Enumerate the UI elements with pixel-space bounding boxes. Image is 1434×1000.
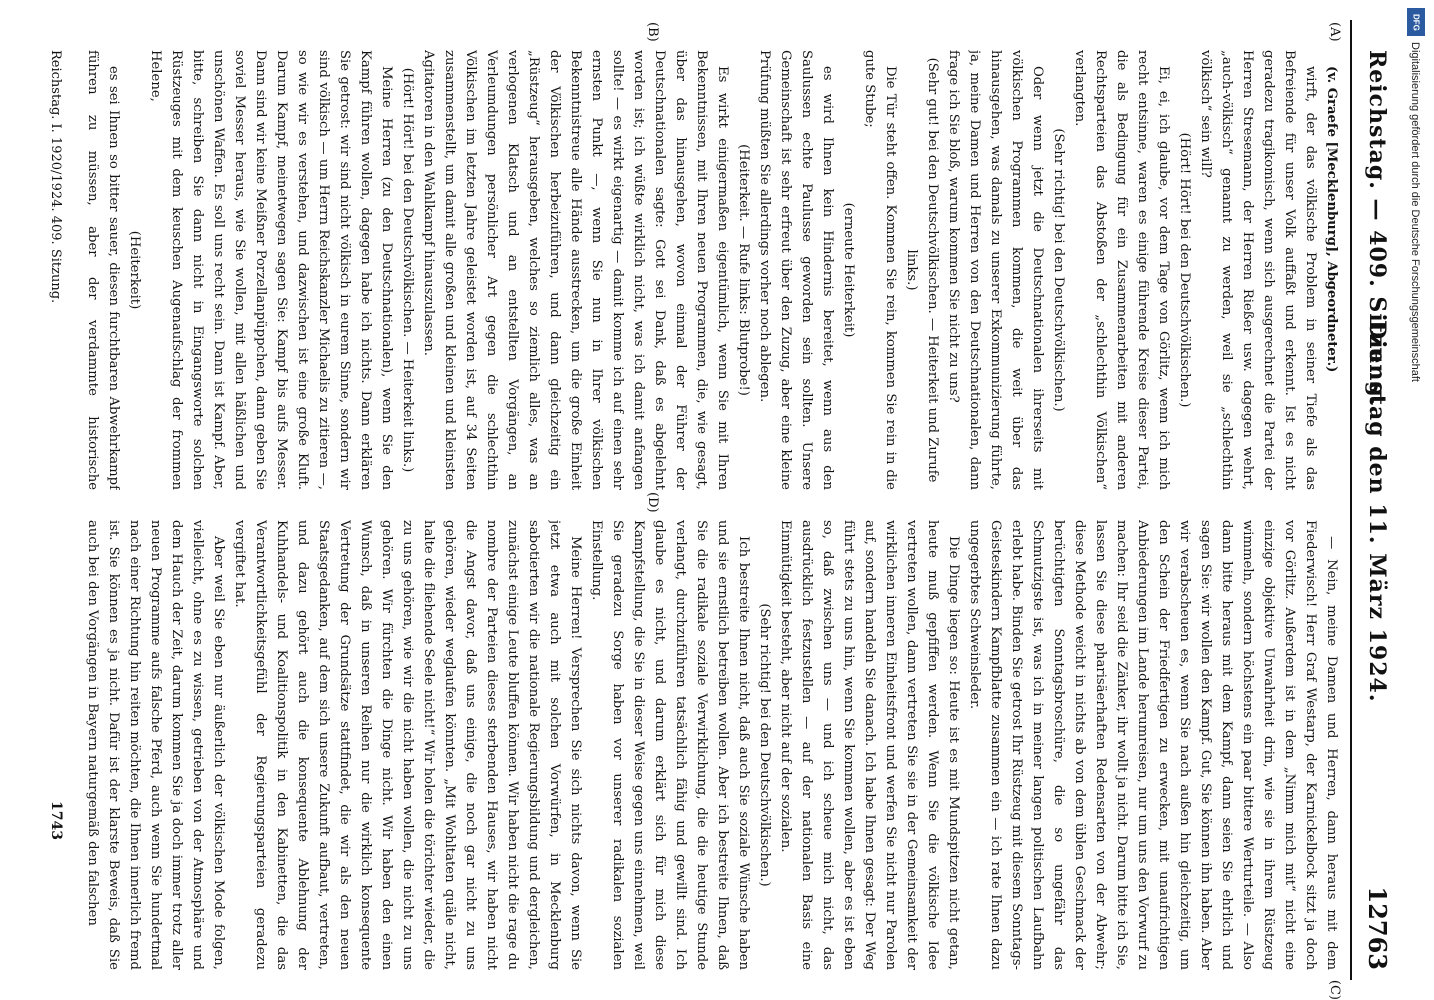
margin-marker-b: (B) <box>645 22 660 42</box>
dfg-credit: Digitalisierung gefördert durch die Deutsche Forschungsgemeinschaft <box>1409 42 1421 382</box>
margin-marker-a: (A) <box>1327 22 1342 42</box>
margin-marker-c: (C) <box>1327 979 1342 1000</box>
interjection: (Hört! Hört! bei den Deutschvölkischen.) <box>1177 132 1192 408</box>
paragraph: es sei Ihnen so bitter sauer, diesen furchtbaren Abwehrkampf führen zu müssen, aber der verdammte historische <box>85 50 121 490</box>
paragraph: Es wirkt einigermaßen eigentümlich, wenn Sie mit Ihren Bekenntnissen, mit Ihren neuen Programmen, die, wie gesagt, über das hinausgehen, wovon einmal der Führer der Deutschnationalen sagte: Gott sei Dank, daß es abgelehnt worden ist; ich wüßte wirklich nicht, was ich damit anfangen sollte! — es wirkt eigenartig — damit komme ich auf einen sehr ernsten Punkt —, wenn Sie nun in Ihrer völkischen Bekenntnistreue alle Hände ausstrecken, um die große Einheit der Völkischen herbeizuführen, und dann gleichzeitig ein „Rüstzeug“ herausgeben, welches so ziemlich alles, was an verlogenen Klatsch und an entstellten Vorgängen, an Verleumdungen persönlicher Art gegen die schlechthin Völkischen im letzten Jahre geleistet worden ist, auf 34 Seiten zusammenstellt, um damit alle großen und kleinen und kleinsten Agitatoren in den Wahlkampf hinauszulassen. <box>421 50 730 490</box>
margin-marker-d: (D) <box>645 492 660 513</box>
paragraph: Meine Herren (zu den Deutschnationalen), wenn Sie den Kampf führen wollen, dagegen habe ich nichts. Dann erklären Sie getrost: wir sind nicht völkisch in eurem Sinne, sondern wir sind völkisch — um Herrn Reichskanzler Michaelis zu zitieren —, so wie wir es verstehen, und dazwischen ist eine große Kluft. Darum Kampf, meinetwegen sagen Sie: Kampf bis aufs Messer. Dann sind wir keine Meißner Porzellanpüppchen, dann geben Sie soviel Messer heraus, wie Sie wollen, mit allen häßlichen und unschönen Waffen. Es soll uns recht sein. Dann ist Kampf. Aber, bitte, schreiben Sie dann nicht in Eingangsworte solchen Rüstzeuges mit dem keuschen Augenaufschlag der frommen Helene, <box>148 50 394 490</box>
dfg-logo: DFG <box>1407 8 1425 36</box>
interjection: (Sehr richtig! bei den Deutschvölkischen.) <box>1051 128 1066 412</box>
speaker-line: (v. Graefe [Mecklenburg], Abgeordneter.) <box>1324 66 1339 373</box>
header-date: Dienstag den 11. März 1924. <box>1364 320 1390 703</box>
footer-citation: Reichstag. I. 1920/1924. 409. Sitzung. <box>48 50 63 304</box>
paragraph: es wird Ihnen kein Hindernis bereitet, wenn aus den Saulussen echte Paulusse geworden sein sollten. Unsere Gemeinschaft ist sehr erfreut über den Zuzug, aber eine kleine Prüfung müßten Sie allerdings vorher noch ablegen. <box>757 50 835 490</box>
paragraph: Oder wenn jetzt die Deutschnationalen ihrerseits mit völkischen Programmen kommen, die weit über das hinausgehen, was damals zu unserer Exkommunizierung führte, ja, meine Damen und Herren von den Deutschnationalen, dann frage ich Sie bloß, warum kommen Sie nicht zu uns? <box>946 50 1045 490</box>
dfg-sidebar <box>1405 8 1429 992</box>
interjection: (erneute Heiterkeit) <box>841 202 856 338</box>
header-session: Reichstag. — 409. Sitzung. <box>1364 50 1390 407</box>
header-rule <box>1350 20 1352 980</box>
footer-page-ref: 1743 <box>48 801 64 840</box>
paragraph: — Nein, meine Damen und Herren, dann heraus mit dem Fiederwisch! Herr Graf Westarp, der Karnickelbock sitzt ja doch vor Görlitz. Außerdem ist in dem „Nimm mich mit“ nicht eine einzige objektive Unwahrheit drin, wie sie in ihrem Rüstzeug wimmeln, sondern höchstens ein paar bittere Werturteile. — Also dann bitte heraus mit dem Kampf, dann seien Sie ehrlich und sagen Sie: wir wollen den Kampf. Gut, Sie können ihn haben. Aber wir verabscheuen es, wenn Sie nach außen hin gleichzeitig, um den Schein der Friedfertigen zu erwecken, mit unaufrichtigen Anbiederungen im Lande herumreisen, nur um uns den Vorwurf zu machen: Ihr seid die Zänker, ihr wollt ja nicht. Darum bitte ich Sie, lassen Sie diese pharisäerhaften Redensarten von der Abwehr; diese Methode weicht in nichts ab von dem üblen Geschmack der berüchtigten Sonntagsbroschüre, die so ungefähr das Schmutzigste ist, was ich in meiner langen politischen Laufbahn erlebt habe. Binden Sie getrost Ihr Rüstzeug mit diesem Sonntags-Geisteskindern Kampfblatte zusammen ein — ich rate Ihnen dazu ungegerbtes Schweinsleder. <box>967 520 1339 970</box>
paragraph: Aber weil Sie eben nur äußerlich der völkischen Mode folgen, vielleicht, ohne es zu wissen, getrieben von der Atmosphäre und dem Hauch der Zeit, darum kommen Sie ja doch immer trotz aller neuen Programme aufs falsche Pferd, auch wenn Sie hundertmal nach einer Richtung hin reiten möchten, die Ihnen innerlich fremd ist. Sie können es ja nicht. Dafür ist der klarste Beweis, daß Sie auch bei den Vorgängen in Bayern naturgemäß den falschen <box>85 520 226 970</box>
interjection: (Hört! Hört! bei den Deutschvölkischen. — Heiterkeit links.) <box>400 67 415 473</box>
document-page <box>40 20 1400 1000</box>
interjection: (Heiterkeit) <box>127 230 142 310</box>
page-header <box>1350 20 1400 980</box>
page-number: 12763 <box>1363 886 1392 970</box>
interjection: (Sehr richtig! bei den Deutschvölkischen.) <box>757 603 772 887</box>
paragraph: Ich bestreite Ihnen nicht, daß auch Sie soziale Wünsche haben und sie ernstlich betreiben wollen. Aber ich bestreite Ihnen, daß Sie die radikale soziale Verwirklichung, die die heutige Stunde verlangt, durchzuführen tatsächlich fähig und gewillt sind. Ich glaube es nicht, und darum erklärt sich für mich diese Kampfstellung, die Sie in dieser Weise gegen uns einnehmen, weil Sie geradezu Sorge haben vor unserer radikalen sozialen Einstellung. <box>589 520 751 970</box>
paragraph: Ei, ei, ich glaube, vor dem Tage von Görlitz, wenn ich mich recht entsinne, waren es einige führende Kreise dieser Partei, die als Bedingung für ein Zusammenarbeiten mit anderen Rechtsparteien das Abstoßen der „schlechthin Völkischen“ verlangten. <box>1072 50 1171 490</box>
paragraph: Die Tür steht offen. Kommen Sie rein, kommen Sie rein in die gute Stube; <box>862 50 898 490</box>
text-column-left <box>80 50 1342 490</box>
interjection: (Heiterkeit. — Rufe links: Blutprobe!) <box>736 144 751 396</box>
text-column-right <box>80 520 1342 970</box>
interjection: (Sehr gut! bei den Deutschvölkischen. — Heiterkeit und Zurufe links.) <box>904 57 940 483</box>
paragraph: Meine Herren! Versprechen Sie sich nichts davon, wenn Sie jetzt etwa auch mit solchen Vorwürfen, in Mecklenburg sabotierten wir die nationale Regierungsbildung und dergleichen, zunächst einige Leute bluffen können. Wir haben nicht die rage du nombre der Parteien dieses sterbenden Hauses, wir haben nicht die Angst davor, daß uns einige, die noch gar nicht zu uns gehören, wieder weglaufen könnten. „Mit Wohltaten quäle nicht, halte die fliehende Seele nicht!“ Wir holen die törichter wieder, die zu uns gehören, wie wir die nicht haben wollen, die nicht zu uns gehören. Wir fürchten die Dinge nicht. Wir haben den einen Wunsch, daß in unseren Reihen nur die wirklich konsequente Vertretung der Grundsätze stattfindet, die wir als den neuen Staatsgedanken, auf dem sich unsere Zukunft aufbaut, vertreten, und dazu gehört auch die konsequente Ablehnung der Kuhhandels- und Koalitionspolitik in den Kabinetten, die das Verantwortlichkeitsgefühl der Regierungsparteien geradezu vergiftet hat. <box>232 520 583 970</box>
paragraph: wirft, der das völkische Problem in seiner Tiefe als das Befreiende für unser Volk auffaßt und erkennt. Ist es nicht geradezu tragikomisch, wenn sich ausgerechnet die Partei der Herren Stresemann, der Herren Rießer usw. dagegen wehrt, „auch-völkisch“ genannt zu werden, weil sie „schlechthin völkisch“ sein will? <box>1198 50 1318 490</box>
paragraph: Die Dinge liegen so: Heute ist es mit Mundspitzen nicht getan, heute muß gepfiffen werden. Wenn Sie die völkische Idee vertreten wollen, dann vertreten Sie sie in der Gemeinsamkeit der wirklichen inneren Einheitsfront und werfen Sie nicht nur Parolen auf, sondern handeln Sie danach. Ich habe Ihnen gesagt: Der Weg führt stets zu uns hin, wenn Sie kommen wollen, aber es ist eben so, daß zwischen uns — und ich scheue mich nicht, das ausdrücklich festzustellen — auf der nationalen Basis eine Einmütigkeit besteht, aber nicht auf der sozialen. <box>778 520 961 970</box>
